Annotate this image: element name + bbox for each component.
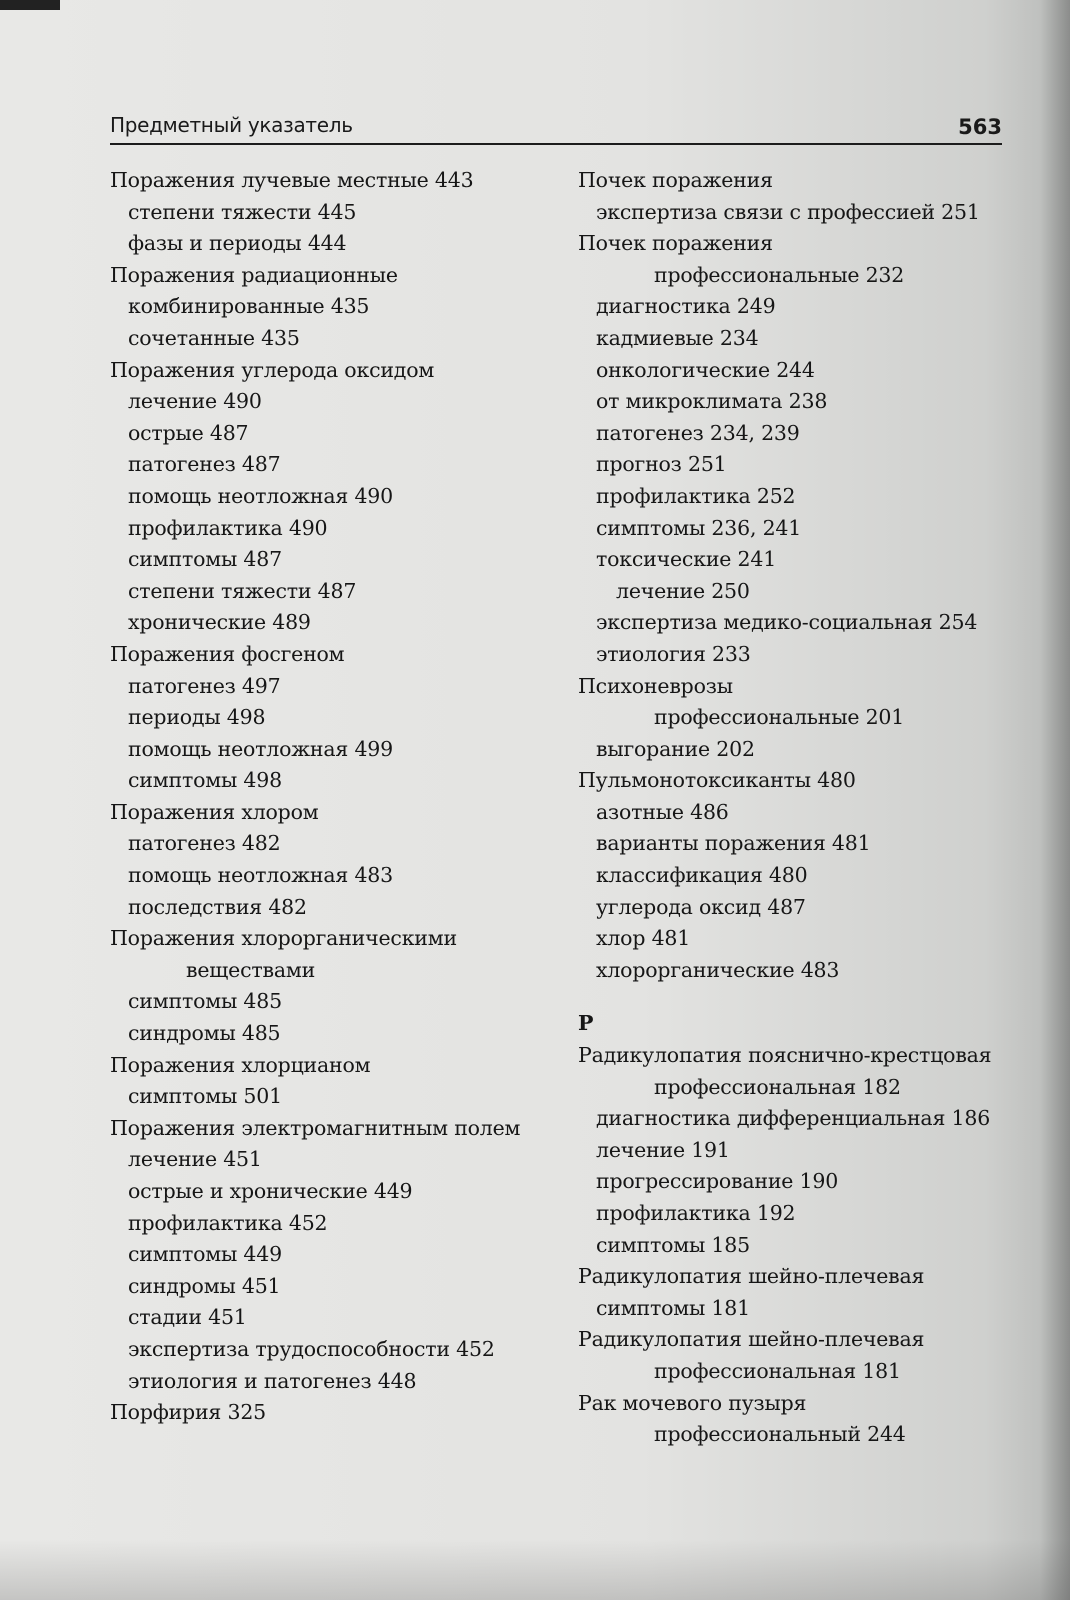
- index-entry: Рак мочевого пузыря: [578, 1390, 807, 1415]
- index-subentry: степени тяжести 487: [128, 578, 357, 603]
- index-subentry: профилактика 490: [128, 515, 328, 540]
- index-entry: Пульмонотоксиканты 480: [578, 768, 856, 793]
- index-subentry: кадмиевые 234: [596, 325, 759, 350]
- index-subentry: помощь неотложная 483: [128, 863, 393, 888]
- index-subentry: этиология 233: [596, 641, 751, 666]
- index-subentry: лечение 490: [128, 389, 262, 414]
- index-subentry: экспертиза медико-социальная 254: [596, 610, 978, 635]
- index-subentry: прогрессирование 190: [596, 1169, 839, 1194]
- index-subentry: хлорорганические 483: [596, 957, 840, 982]
- index-subentry: хронические 489: [128, 610, 311, 635]
- index-subentry: степени тяжести 445: [128, 199, 357, 224]
- running-header: [110, 105, 1002, 145]
- index-subentry: симптомы 501: [128, 1084, 282, 1109]
- page-number: 563: [958, 115, 1002, 139]
- index-column-right: [578, 165, 1018, 1451]
- index-subentry: помощь неотложная 499: [128, 736, 393, 761]
- page-bottom-shadow: [0, 1540, 1070, 1600]
- index-subentry: прогноз 251: [596, 452, 727, 477]
- index-entry: Поражения хлорорганическими: [110, 926, 457, 951]
- index-subentry: хлор 481: [596, 926, 691, 951]
- index-subentry: синдромы 451: [128, 1273, 281, 1298]
- index-subentry: симптомы 449: [128, 1242, 282, 1267]
- index-subentry: симптомы 498: [128, 768, 282, 793]
- index-subentry: острые и хронические 449: [128, 1179, 413, 1203]
- index-subentry: помощь неотложная 490: [128, 483, 393, 508]
- index-subentry: патогенез 234, 239: [596, 420, 800, 445]
- index-subentry: профилактика 252: [596, 483, 796, 508]
- index-subentry: онкологические 244: [596, 357, 815, 382]
- index-entry: Почек поражения: [578, 231, 773, 256]
- index-letter-heading: Р: [578, 1011, 594, 1036]
- page-corner-shadow: [0, 0, 60, 10]
- index-subentry: симптомы 236, 241: [596, 515, 802, 540]
- index-entry: Поражения лучевые местные 443: [110, 168, 474, 192]
- index-entry: Радикулопатия шейно-плечевая: [578, 1264, 925, 1289]
- index-subentry: фазы и периоды 444: [128, 231, 347, 256]
- index-subentry: патогенез 497: [128, 673, 281, 698]
- index-subentry: веществами: [186, 957, 316, 982]
- index-subentry: азотные 486: [596, 799, 729, 824]
- index-subentry: сочетанные 435: [128, 325, 300, 350]
- index-subentry: синдромы 485: [128, 1021, 281, 1046]
- index-entry: Поражения хлорцианом: [110, 1052, 371, 1077]
- index-subentry: профилактика 192: [596, 1201, 796, 1225]
- index-subentry: от микроклимата 238: [596, 389, 828, 414]
- index-entry: Порфирия 325: [110, 1400, 267, 1425]
- index-subentry: лечение 451: [128, 1147, 262, 1172]
- index-entry: Поражения фосгеном: [110, 641, 345, 666]
- index-subentry: симптомы 485: [128, 989, 282, 1014]
- index-subentry: диагностика 249: [596, 294, 776, 319]
- index-subentry: лечение 250: [616, 578, 750, 603]
- index-subentry: этиология и патогенез 448: [128, 1368, 417, 1393]
- index-subentry: варианты поражения 481: [596, 831, 871, 856]
- index-entry: Радикулопатия пояснично-крестцовая: [578, 1043, 992, 1068]
- index-subentry: профилактика 452: [128, 1210, 328, 1235]
- index-subentry: симптомы 185: [596, 1232, 750, 1257]
- index-column-left: [110, 165, 560, 1429]
- index-subentry: стадии 451: [128, 1305, 247, 1330]
- index-entry: Поражения углерода оксидом: [110, 357, 435, 382]
- index-entry: Поражения хлором: [110, 799, 319, 824]
- index-subentry: диагностика дифференциальная 186: [596, 1106, 991, 1131]
- index-entry: Психоневрозы: [578, 673, 733, 698]
- index-subentry: профессиональная 182: [654, 1074, 901, 1099]
- index-subentry: выгорание 202: [596, 736, 755, 761]
- index-subentry: токсические 241: [596, 547, 777, 572]
- index-subentry: лечение 191: [596, 1137, 730, 1162]
- index-subentry: острые 487: [128, 420, 249, 445]
- index-subentry: профессиональная 181: [654, 1358, 901, 1383]
- index-subentry: патогенез 482: [128, 831, 281, 856]
- page-edge-shadow: [1040, 0, 1070, 1600]
- index-subentry: периоды 498: [128, 705, 266, 730]
- index-subentry: симптомы 181: [596, 1295, 750, 1320]
- section-title: Предметный указатель: [110, 113, 353, 137]
- index-gap: [578, 986, 1018, 1008]
- index-subentry: симптомы 487: [128, 547, 282, 572]
- index-subentry: патогенез 487: [128, 452, 281, 477]
- index-entry: Поражения радиационные: [110, 262, 398, 287]
- index-subentry: профессиональные 201: [654, 705, 905, 730]
- index-subentry: профессиональные 232: [654, 262, 905, 287]
- index-entry: Радикулопатия шейно-плечевая: [578, 1327, 925, 1352]
- index-subentry: экспертиза связи с профессией 251: [596, 199, 980, 224]
- index-subentry: классификация 480: [596, 863, 808, 888]
- index-subentry: последствия 482: [128, 894, 307, 919]
- index-entry: Почек поражения: [578, 168, 773, 192]
- index-entry: Поражения электромагнитным полем: [110, 1115, 521, 1140]
- index-subentry: профессиональный 244: [654, 1422, 906, 1447]
- index-subentry: комбинированные 435: [128, 294, 370, 319]
- index-subentry: углерода оксид 487: [596, 894, 806, 919]
- index-subentry: экспертиза трудоспособности 452: [128, 1336, 495, 1361]
